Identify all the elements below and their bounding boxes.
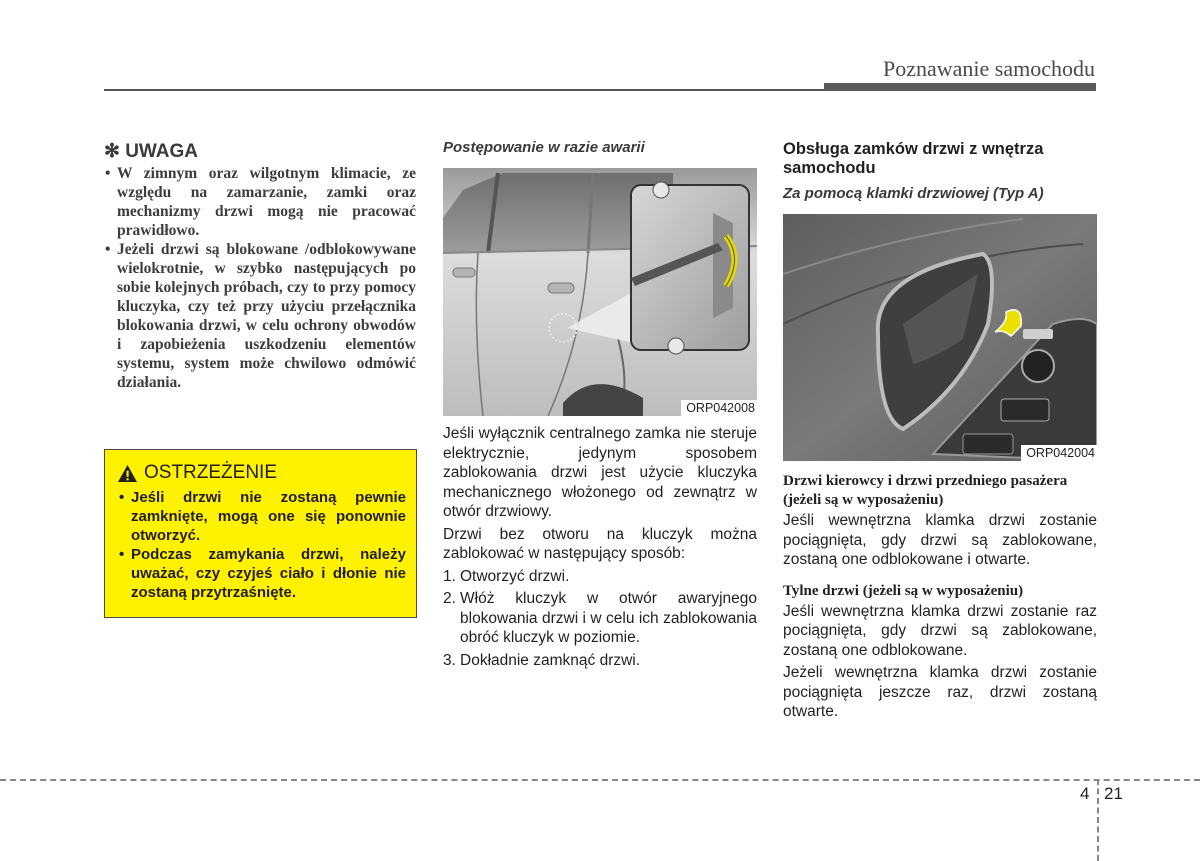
front-doors-body <box>783 511 1097 570</box>
emergency-subheading: Postępowanie w razie awarii <box>443 139 645 156</box>
warning-box <box>104 449 417 618</box>
paragraph: Drzwi bez otworu na kluczyk można zablokować w następujący sposób: <box>443 525 757 562</box>
figure-door-handle <box>783 214 1097 461</box>
warning-heading <box>117 462 406 484</box>
header-rule <box>104 89 824 91</box>
figure-label: ORP042004 <box>1021 445 1097 461</box>
running-header-title: Poznawanie samochodu <box>883 56 1095 81</box>
step-item: 3. Dokładnie zamknąć drzwi. <box>443 651 641 669</box>
figure-emergency-lock <box>443 168 757 416</box>
steps-list <box>443 567 757 671</box>
paragraph: Jeżeli wewnętrzna klamka drzwi zostanie pociągnięta jeszcze raz, drzwi zostaną otwarte. <box>783 664 1097 720</box>
footer-divider <box>1097 779 1099 861</box>
note-heading <box>104 140 416 164</box>
page-number: 21 <box>1104 784 1123 803</box>
paragraph: Jeśli wyłącznik centralnego zamka nie steruje elektrycznie, jedynym sposobem zablokowania drzwi jest użycie kluczyka mechanicznego włożonego od zewnątrz w otwór drzwiowy. <box>443 425 757 520</box>
rear-doors-body <box>783 602 1097 722</box>
note-item: • Jeżeli drzwi są blokowane /odblokowywane wielokrotnie, w szybko następujących po sobie kolejnych próbach, czy to przy pomocy kluczyka, czy też przy użyciu przełącznika blokowania drzwi, w celu ochrony obwodów i zapobieżenia uszkodzeniu elementów systemu, system może chwilowo odmówić działania. <box>104 240 416 392</box>
warning-list <box>117 488 406 602</box>
warning-item: • Jeśli drzwi nie zostaną pewnie zamknięte, mogą one się ponownie otworzyć. <box>117 488 406 545</box>
asterisk-icon: ✻ <box>104 141 120 162</box>
paragraph: Jeśli wewnętrzna klamka drzwi zostanie pociągnięta, gdy drzwi są zablokowane, zostaną one odblokowane i otwarte. <box>783 512 1097 568</box>
front-doors-heading: Drzwi kierowcy i drzwi przedniego pasażera (jeżeli są w wyposażeniu) <box>783 473 1068 508</box>
rear-doors-heading: Tylne drzwi (jeżeli są w wyposażeniu) <box>783 582 1024 599</box>
section-title: Obsługa zamków drzwi z wnętrza samochodu <box>783 140 1044 177</box>
warning-title: OSTRZEŻENIE <box>144 462 278 483</box>
step-item: 1. Otworzyć drzwi. <box>443 567 570 585</box>
note-item: • W zimnym oraz wilgotnym klimacie, ze względu na zamarzanie, zamki oraz mechanizmy drzwi mogą nie pracować prawidłowo. <box>104 164 416 240</box>
step-item: 2. Włóż kluczyk w otwór awaryjnego blokowania drzwi i w celu ich zablokowania obróć kluczyk w poziomie. <box>443 590 757 646</box>
car-door-illustration <box>443 168 757 416</box>
emergency-body <box>443 424 757 564</box>
column-emergency <box>443 138 757 673</box>
warning-triangle-icon <box>117 464 138 483</box>
chapter-number: 4 <box>1080 784 1090 803</box>
warning-item: • Podczas zamykania drzwi, należy uważać, czy czyjeś ciało i dłonie nie zostaną przytrzaśnięte. <box>117 545 406 602</box>
paragraph: Jeśli wewnętrzna klamka drzwi zostanie raz pociągnięta, gdy drzwi są zablokowane, zostaną one odblokowane. <box>783 602 1097 659</box>
section-subheading: Za pomocą klamki drzwiowej (Typ A) <box>783 185 1044 202</box>
note-list <box>104 164 416 392</box>
footer-rule <box>0 779 1200 781</box>
column-interior-locks <box>783 138 1097 725</box>
section-front-doors <box>783 472 1097 570</box>
header-rule-accent <box>824 83 1096 91</box>
note-title: UWAGA <box>125 141 199 162</box>
column-notes <box>104 138 416 392</box>
section-rear-doors <box>783 582 1097 722</box>
figure-label: ORP042008 <box>681 400 757 416</box>
door-handle-illustration <box>783 214 1097 461</box>
